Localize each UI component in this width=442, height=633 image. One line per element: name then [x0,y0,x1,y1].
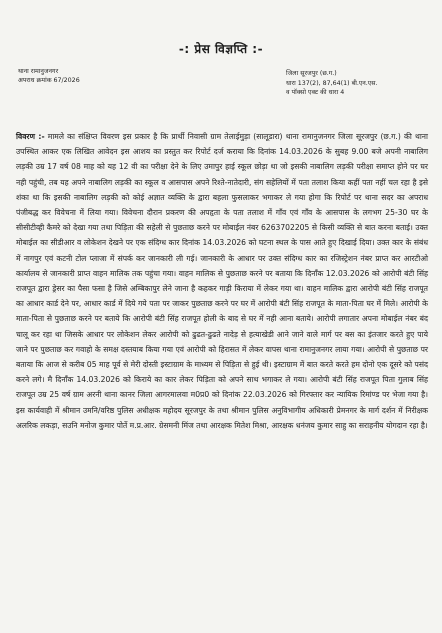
description-label: विवरण :- [16,132,45,141]
pocso-act: व पॉक्सो एक्ट की धारा 4 [286,89,345,96]
page-title: -: प्रेस विज्ञप्ति :- [178,42,264,56]
police-station: थाना रामानुजनगर [18,68,59,75]
district: जिला सूरजपुर (छ.ग.) [286,70,337,77]
description-body [16,129,428,433]
header-left [18,67,80,85]
crime-number: अपराध क्रमांक 67/2026 [18,77,80,84]
header-right [286,69,378,98]
sections: धारा 137(2), 87,64(1) बी.एन.एस. [286,79,378,87]
description-text: मामले का संक्षिप्त विवरण इस प्रकार है कि प्रार्थी निवासी ग्राम तेलाईमुड़ा (सालूडारा) थाना रामानुजनगर जिला सूरजपुर (छ.ग.) की थाना उपस्थित आकर एक लिखित आवेदन इस आशय का प्रस्तुत कर रिपोर्ट दर्ज कराया कि दिनांक 14.03.2026 के सुबह 9.00 बजे अपनी नाबालिग लड़की उम्र 17 वर्ष 08 माह को यह 12 वी का परीक्षा देने के लिए उमापुर हाई स्कूल छोड़ा था जो इसकी नाबालिग लड़की परीक्षा समाप्त होने पर घर नही पहुंची, तब यह अपने नाबालिग लड़की का स्कूल व आसपास अपने रिश्ते-नातेदारी, संग सहेलियों में पता तलाश किया कहीं पता नहीं चल रहा है इसे शंका था कि इसकी नाबालिग लड़की को कोई अज्ञात व्यक्ति के द्वारा बहला फुसलाकर भगाकर ले गया होगा कि रिपोर्ट पर थाना सदर का अपराध पंजीबद्ध कर विवेचना में लिया गया। विवेचना दौरान प्रकरण की अपहृता के पता तलाश में गाँव एवं गाँव के आसपास के लगभग 25-30 घर के सीसीटीव्ही कैमरे को देखा गया तथा पिड़िता की सहेली से पुछताछ करने पर मोबाईल नंबर 6263702205 से किसी व्यक्ति से बात करना बताई। उक्त मोबाईल का सीडीआर व लोकेशन देखने पर एक संदिग्ध कार दिनांक 14.03.2026 को घटना स्थल के पास आते हुए दिखाई दिया। उक्त कार के संबंध में नागपुर एवं कटनी टोल प्लाजा में संपर्क कर जानकारी ली गई। जानकारी के आधार पर उक्त संदिग्ध कार का रजिस्ट्रेशन नंबर प्राप्त कर आरटीओ कार्यालय से जानकारी प्राप्त वाहन मालिक तक पहुंचा गया। वाहन मालिक से पुछताछ करने पर बताया कि दिनाँक 12.03.2026 को आरोपी बंटी सिंह राजपूत द्वारा ड्रेसर का पैसा फसा है जिसे अम्बिकापुर लेने जाना है कहकर गाड़ी किराया में लेकर गया था। वाहन मालिक द्वारा आरोपी बंटी सिंह राजपूत का आधार कार्ड देने पर, आधार कार्ड में दिये गये पता पर जाकर पुछताछ करने पर घर में आरोपी बंटी सिंह राजपूत के माता-पिता घर में मिले। आरोपी के माता-पिता से पुछताछ करने पर बताये कि आरोपी बंटी सिंह राजपूत होली के बाद से घर में नही आना बताये। आरोपी लगातार अपना मोबाईल नंबर बंद चालू कर रहा था जिसके आधार पर लोकेशन लेकर आरोपी को ढुढत-ढुढते नादेड़ से हत्याखेडी आने जाने वाले मार्ग पर बस का इंतजार करते हुए पाये जाने पर पुछताछ कर गवाहो के समक्ष दस्तयाब किया गया एवं आरोपी को हिरासत में लेकर वापस थाना रामानुजनगर लाया गया। आरोपी से पुछताछ पर बताया कि आज से करीब 05 माह पूर्व से मेरी दोस्ती इस्टाग्राम के माध्यम से पिड़िता से हुई थी। इस्टाग्राम में बात करते करते हम दोनो एक दूसरे को पसंद करने लगे। मै दिनाँक 14.03.2026 को किराये का कार लेकर पिड़िता को अपने साथ भगाकर ले गया। आरोपी बंटी सिंह राजपूत पिता गुलाब सिंह राजपूत उम्र 25 वर्ष ग्राम अरनी थाना कानर जिला आगरमालवा म0प्र0 को दिनांक 22.03.2026 को गिरफ्तार कर न्यायिक रिमांण्ड पर भेजा गया है। इस कार्यवाही में श्रीमान उमनि/वरिष्ठ पुलिस अधीक्षक महोदय सूरजपुर के तथा श्रीमान पुलिस अनुविभागीय अधिकारी प्रेमनगर के मार्ग दर्शन में निरीक्षक अलरिक लकड़ा, सउनि मनोज कुमार पोर्ते म.प्र.आर. ग्रेसमनी मिंज तथा आरक्षक मितेश मिश्रा, आरक्षक धनंजय कुमार साहु का सराहनीय योगदान रहा है। [16,132,428,430]
description-paragraph [16,129,428,433]
